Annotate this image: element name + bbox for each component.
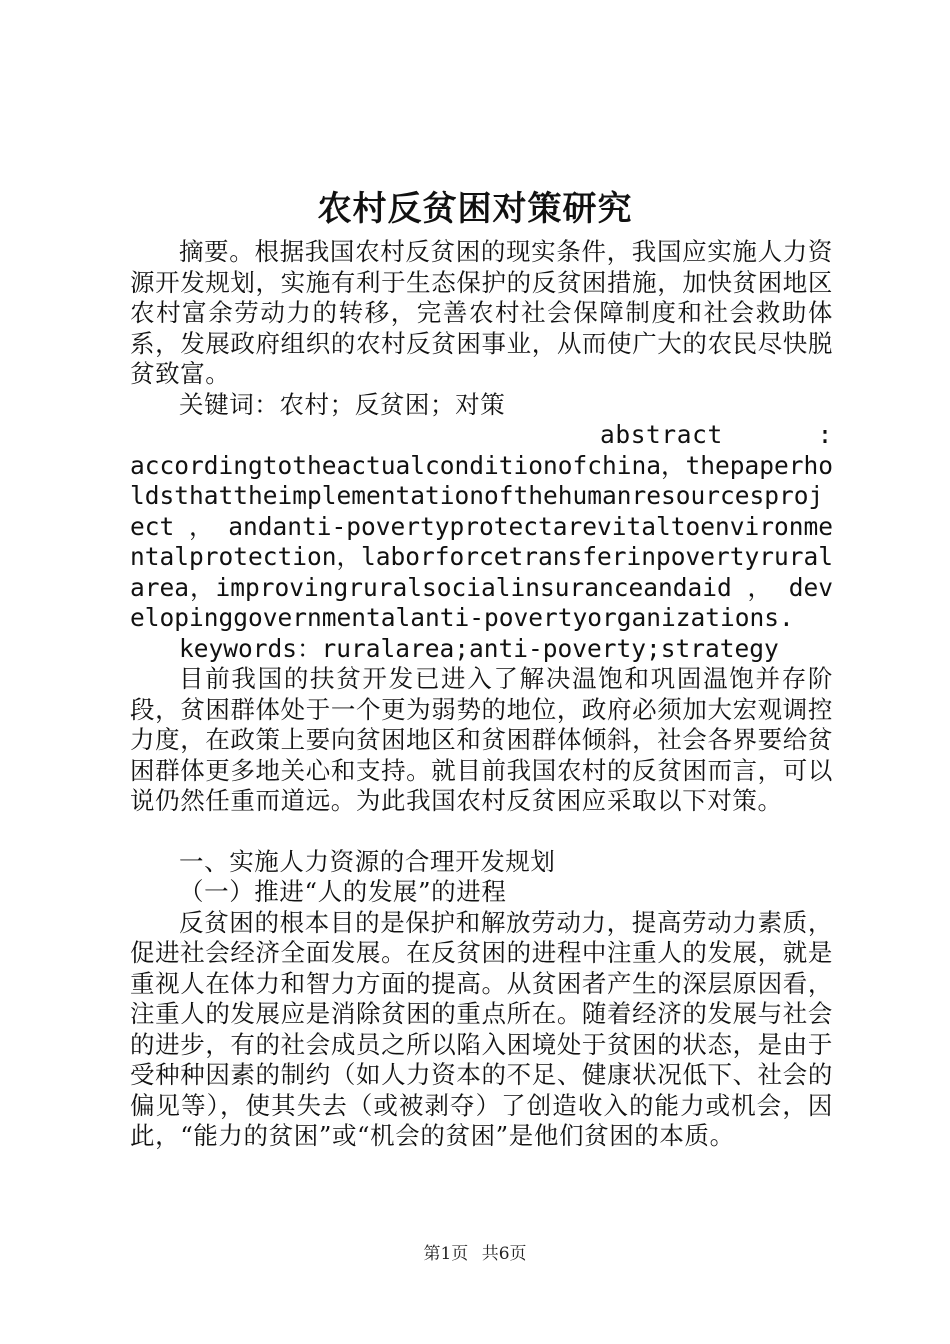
page-number-total: 共6页	[481, 1244, 527, 1264]
intro-paragraph: 目前我国的扶贫开发已进入了解决温饱和巩固温饱并存阶段，贫困群体处于一个更为弱势的地位，政府必须加大宏观调控力度，在政策上要向贫困地区和贫困群体倾斜，社会各界要给贫困群体更多地关心和支持。就目前我国农村的反贫困而言，可以说仍然任重而道远。为此我国农村反贫困应采取以下对策。	[130, 664, 833, 815]
abstract-en-label: abstract	[600, 420, 723, 449]
page-footer	[0, 1239, 950, 1264]
abstract-en-colon: :	[817, 420, 833, 449]
section-1-paragraph: 反贫困的根本目的是保护和解放劳动力，提高劳动力素质，促进社会经济全面发展。在反贫困的进程中注重人的发展，就是重视人在体力和智力方面的提高。从贫困者产生的深层原因看，注重人的发展应是消除贫困的重点所在。随着经济的发展与社会的进步，有的社会成员之所以陷入困境处于贫困的状态，是由于受种种因素的制约（如人力资本的不足、健康状况低下、社会的偏见等），使其失去（或被剥夺）了创造收入的能力或机会，因此，“能力的贫困”或“机会的贫困”是他们贫困的本质。	[130, 907, 833, 1150]
document-title: 农村反贫困对策研究	[317, 189, 633, 229]
keywords-cn: 关键词：农村；反贫困；对策	[179, 389, 506, 419]
page-number-current: 第1页	[423, 1244, 469, 1264]
section-1-heading: 一、实施人力资源的合理开发规划	[179, 846, 556, 876]
abstract-en-body: accordingtotheactualconditionofchina，thepaperholdsthattheimplementationofthehumanresourcesproject ， andanti-povertyprotectarevitaltoenvironmentalprotection，laborforcetransferinpovertyruralarea，improvingruralsocialinsuranceandaid ， developinggovernmentalanti-povertyorganizations.	[130, 450, 834, 632]
document-body	[130, 237, 833, 1152]
subsection-1-heading: （一）推进“人的发展”的进程	[179, 877, 507, 906]
keywords-en: keywords：ruralarea;anti-poverty;strategy	[179, 633, 779, 663]
abstract-en-heading	[130, 420, 833, 451]
abstract-cn: 摘要。根据我国农村反贫困的现实条件，我国应实施人力资源开发规划，实施有利于生态保护的反贫困措施，加快贫困地区农村富余劳动力的转移，完善农村社会保障制度和社会救助体系，发展政府组织的农村反贫困事业，从而使广大的农民尽快脱贫致富。	[130, 237, 833, 388]
paragraph-gap	[130, 817, 833, 847]
